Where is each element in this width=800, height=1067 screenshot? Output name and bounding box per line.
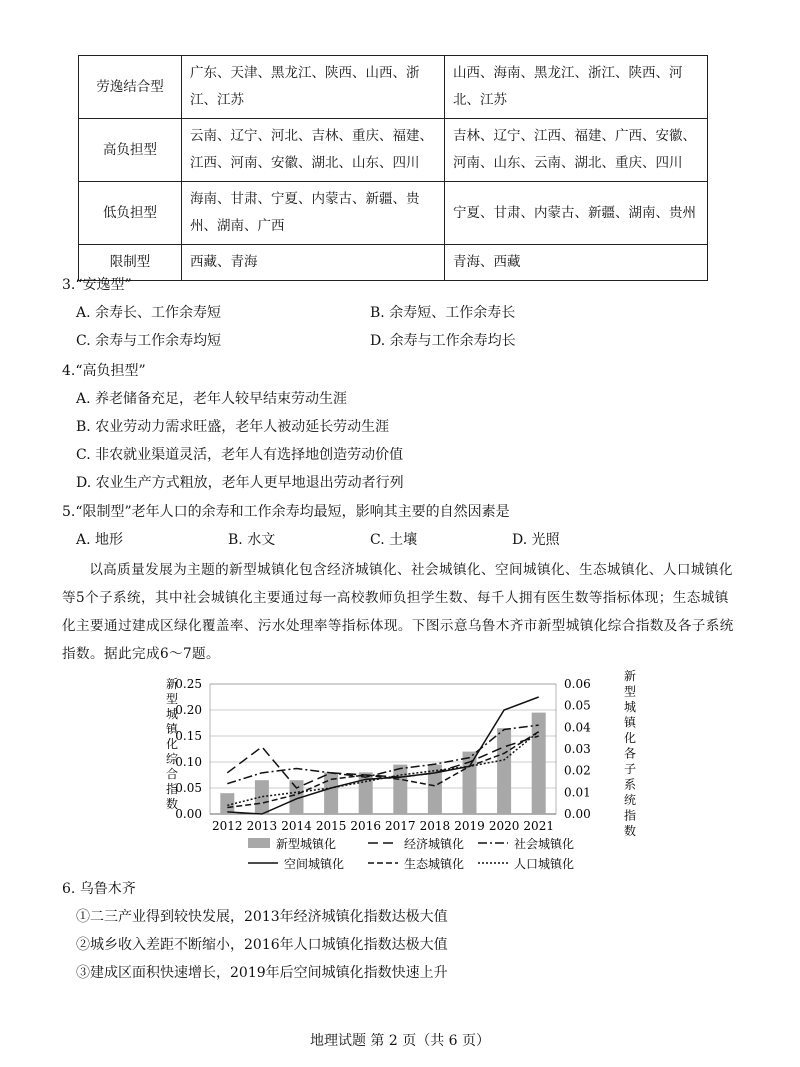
table-cell: 吉林、辽宁、江西、福建、广西、安徽、河南、山东、云南、湖北、重庆、四川 [445, 119, 708, 182]
table-row [79, 182, 708, 245]
axis-label-char: 镇 [623, 715, 637, 730]
series-line [227, 697, 538, 814]
q4-option-d: D. 农业生产方式粗放，老年人更早地退出劳动者行列 [76, 475, 404, 491]
y-right-tick-label: 0.03 [564, 742, 591, 756]
bar-series [220, 713, 545, 814]
table-row [79, 56, 708, 119]
table-cell-category: 劳逸结合型 [79, 56, 182, 119]
bar [532, 713, 546, 814]
page-footer: 地理试题 第 2 页（共 6 页） [309, 1033, 491, 1049]
table-row [79, 245, 708, 281]
bar [463, 752, 477, 814]
chart-legend [248, 836, 574, 871]
axis-label-char: 子 [623, 762, 637, 776]
q3-option-a: A. 余寿长、工作余寿短 [76, 305, 222, 321]
table-cell: 西藏、青海 [182, 245, 445, 281]
x-tick-label: 2014 [281, 819, 312, 833]
x-tick-label: 2013 [246, 819, 278, 833]
x-tick-label: 2019 [454, 819, 485, 833]
x-tick-label: 2012 [212, 819, 243, 833]
bar [393, 765, 407, 814]
y-axis-right [564, 677, 591, 821]
axis-label-char: 合 [165, 767, 179, 781]
y-left-tick-label: 0.15 [175, 729, 202, 743]
x-axis [212, 819, 554, 833]
axis-label-char: 新 [165, 677, 179, 691]
q3-option-b: B. 余寿短、工作余寿长 [370, 305, 516, 321]
q4-option-b: B. 农业劳动力需求旺盛，老年人被动延长劳动生涯 [76, 419, 390, 435]
bar [497, 728, 511, 814]
q4-option-c: C. 非农就业渠道灵活，老年人有选择地创造劳动价值 [76, 447, 404, 463]
axis-label-char: 镇 [165, 722, 179, 736]
urbanization-chart [160, 668, 640, 878]
legend-label: 空间城镇化 [284, 857, 345, 871]
q6-statement-1: ①二三产业得到较快发展，2013年经济城镇化指数达极大值 [76, 909, 448, 925]
question-6-stem: 6. 乌鲁木齐 [62, 881, 136, 897]
axis-label-char: 统 [623, 793, 637, 807]
table-cell-category: 高负担型 [79, 119, 182, 182]
passage [62, 556, 742, 668]
axis-label-char: 型 [623, 684, 637, 699]
x-tick-label: 2020 [488, 819, 520, 833]
table-cell: 海南、甘肃、宁夏、内蒙古、新疆、贵州、湖南、广西 [182, 182, 445, 245]
q5-option-a: A. 地形 [76, 532, 124, 548]
question-3-stem: 3.“安逸型” [62, 277, 132, 293]
q5-option-b: B. 水文 [228, 532, 276, 548]
y-left-tick-label: 0.25 [175, 677, 202, 691]
y-right-tick-label: 0.01 [564, 785, 591, 800]
axis-label-char: 新 [623, 669, 637, 683]
y-right-tick-label: 0.02 [564, 763, 591, 778]
legend-label: 经济城镇化 [404, 837, 465, 851]
q4-option-a: A. 养老储备充足，老年人较早结束劳动生涯 [76, 391, 348, 407]
y-right-tick-label: 0.06 [564, 677, 591, 691]
legend-swatch [248, 838, 270, 848]
q3-option-d: D. 余寿与工作余寿均长 [370, 333, 516, 349]
axis-label-char: 化 [623, 731, 637, 745]
y-left-tick-label: 0.10 [175, 755, 202, 769]
axis-label-char: 各 [623, 746, 637, 761]
series-line [227, 732, 538, 806]
axis-label-char: 系 [623, 777, 637, 792]
x-tick-label: 2021 [523, 819, 554, 833]
table-cell: 青海、西藏 [445, 245, 708, 281]
table-cell: 广东、天津、黑龙江、陕西、山西、浙江、江苏 [182, 56, 445, 119]
table-cell: 山西、海南、黑龙江、浙江、陕西、河北、江苏 [445, 56, 708, 119]
legend-label: 生态城镇化 [404, 857, 465, 871]
q3-option-c: C. 余寿与工作余寿均短 [76, 333, 222, 349]
question-5-stem: 5.“限制型”老年人口的余寿和工作余寿均最短，影响其主要的自然因素是 [62, 504, 510, 520]
legend-label: 社会城镇化 [514, 837, 575, 851]
series-line [227, 732, 538, 808]
q5-option-c: C. 土壤 [370, 532, 418, 548]
y-right-tick-label: 0.04 [564, 720, 591, 735]
q5-option-d: D. 光照 [512, 532, 560, 548]
table-cell-category: 限制型 [79, 245, 182, 281]
x-tick-label: 2017 [385, 819, 416, 833]
legend-label: 人口城镇化 [514, 857, 575, 871]
classification-table [78, 55, 708, 281]
axis-label-char: 综 [165, 752, 179, 766]
y-axis-left [175, 677, 202, 821]
line-series [227, 697, 538, 814]
axis-label-char: 城 [623, 700, 637, 714]
y-left-tick-label: 0.05 [175, 781, 202, 795]
y-right-tick-label: 0.05 [564, 698, 591, 713]
table-row [79, 119, 708, 182]
y-left-tick-label: 0.20 [175, 703, 202, 717]
axis-label-char: 指 [165, 782, 179, 796]
passage-text: 以高质量发展为主题的新型城镇化包含经济城镇化、社会城镇化、空间城镇化、生态城镇化、人口城镇化等5个子系统，其中社会城镇化主要通过每一高校教师负担学生数、每千人拥有医生数等指标体现；生态城镇化主要通过建成区绿化覆盖率、污水处理率等指标体现。下图示意乌鲁木齐市新型城镇化综合指数及各子系统指数。据此完成6～7题。 [62, 562, 734, 662]
table-cell: 宁夏、甘肃、内蒙古、新疆、湖南、贵州 [445, 182, 708, 245]
series-line [227, 725, 538, 784]
axis-label-char: 化 [165, 737, 179, 751]
table-cell: 云南、辽宁、河北、吉林、重庆、福建、江西、河南、安徽、湖北、山东、四川 [182, 119, 445, 182]
x-tick-label: 2016 [350, 819, 381, 833]
q6-statement-2: ②城乡收入差距不断缩小，2016年人口城镇化指数达极大值 [76, 937, 448, 953]
y-right-tick-label: 0.00 [564, 807, 591, 821]
bar [255, 780, 269, 814]
legend-label: 新型城镇化 [276, 837, 337, 851]
question-4-stem: 4.“高负担型” [62, 363, 146, 379]
table-cell-category: 低负担型 [79, 182, 182, 245]
y-left-tick-label: 0.00 [175, 807, 202, 821]
x-tick-label: 2015 [315, 819, 347, 833]
axis-label-char: 城 [165, 707, 179, 721]
axis-label-char: 数 [165, 797, 179, 811]
axis-label-char: 数 [623, 824, 637, 838]
q6-statement-3: ③建成区面积快速增长，2019年后空间城镇化指数快速上升 [76, 965, 448, 981]
y-axis-right-label [624, 669, 637, 838]
axis-label-char: 指 [623, 808, 637, 823]
x-tick-label: 2018 [419, 819, 451, 833]
axis-label-char: 型 [165, 692, 179, 706]
